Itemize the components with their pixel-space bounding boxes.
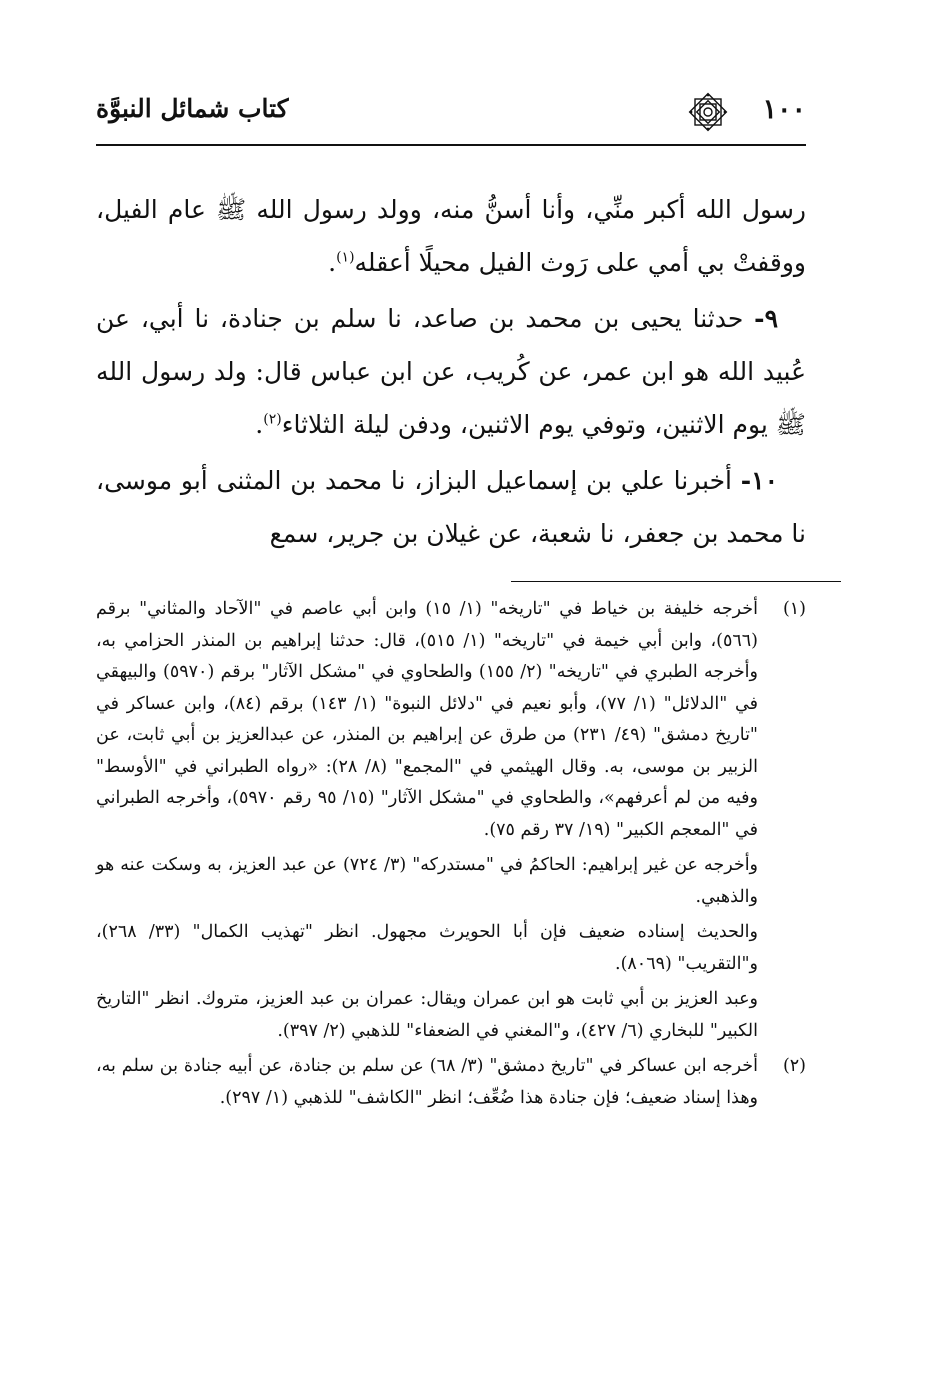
paragraph-tail: .: [255, 410, 264, 439]
paragraph-continuation: [96, 183, 806, 289]
footnote-paragraph: وأخرجه عن غير إبراهيم: الحاكمُ في "مستدركه" (٣/ ٧٢٤) عن عبد العزيز، به وسكت عنه هو والذهبي.: [96, 855, 759, 907]
hadith-number: ٩-: [754, 304, 778, 333]
footnote-paragraph: أخرجه خليفة بن خياط في "تاريخه" (١/ ١٥) وابن أبي عاصم في "الآحاد والمثاني" برقم (٥٦٦)، وابن أبي خيمة في "تاريخه" (١/ ٥١٥)، قال: حدثنا إبراهيم بن المنذر الحزامي به، وأخرجه الطبري في "تاريخه" (٢/ ١٥٥) والطحاوي في "مشكل الآثار" برقم (٥٩٧٠) والبيهقي في "الدلائل" (١/ ٧٧)، وأبو نعيم في "دلائل النبوة" (١/ ١٤٣) برقم (٨٤)، وابن عساكر في "تاريخ دمشق" (٤٩/ ٢٣١) من طرق عن إبراهيم بن المنذر، عن عبدالعزيز بن أبي ثابت، عن الزبير بن موسى، به. وقال الهيثمي في "المجمع" (٨/ ٢٨): «رواه الطبراني في "الأوسط" وفيه من لم أعرفهم»، والطحاوي في "مشكل الآثار" (١٥/ ٩٥ رقم ٥٩٧٠)، وأخرجه الطبراني في "المعجم الكبير" (١٩/ ٣٧ رقم ٧٥).: [96, 599, 758, 840]
hadith-paragraph-9: [96, 292, 806, 451]
header-rule: [96, 144, 806, 146]
paragraph-text: رسول الله أكبر منِّي، وأنا أسنُّ منه، وولد رسول الله ﷺ عام الفيل، ووقفتْ بي أمي على رَوث الفيل محيلًا أعقله: [96, 195, 806, 277]
footnote-marker: (١): [782, 599, 806, 619]
footnote-paragraph: والحديث إسناده ضعيف فإن أبا الحويرث مجهول. انظر "تهذيب الكمال" (٣٣/ ٢٦٨)، و"التقريب" (٨٠٦٩).: [96, 922, 758, 974]
octagonal-star-ornament-icon: [688, 92, 728, 132]
footnote-1: [96, 594, 806, 1047]
hadith-paragraph-10: [96, 454, 806, 560]
paragraph-text: حدثنا يحيى بن محمد بن صاعد، نا سلم بن جنادة، نا أبي، عن عُبيد الله هو ابن عمر، عن كُريب، عن ابن عباس قال: ولد رسول الله ﷺ يوم الاثنين، وتوفي يوم الاثنين، ودفن ليلة الثلاثاء: [96, 304, 806, 439]
footnote-ref: (١): [336, 249, 355, 266]
footnote-marker: (٢): [782, 1056, 806, 1076]
footnote-paragraph: أخرجه ابن عساكر في "تاريخ دمشق" (٣/ ٦٨) عن سلم بن جنادة، عن أبيه جنادة بن سلم به، وهذا إسناد ضعيف؛ فإن جنادة هذا ضُعِّف؛ انظر "الكاشف" للذهبي (١/ ٢٩٧).: [96, 1056, 758, 1108]
footnotes: [96, 594, 806, 1118]
main-text: [96, 183, 806, 563]
paragraph-text: أخبرنا علي بن إسماعيل البزاز، نا محمد بن المثنى أبو موسى، نا محمد بن جعفر، نا شعبة، عن غيلان بن جرير، سمع: [96, 466, 806, 548]
page-header: [96, 88, 806, 144]
hadith-number: ١٠-: [740, 466, 779, 495]
paragraph-tail: .: [328, 248, 337, 277]
running-title: كتاب شمائل النبوَّة: [96, 94, 289, 123]
page-number: ١٠٠: [762, 94, 806, 125]
footnote-separator: [511, 581, 841, 582]
footnote-ref: (٢): [263, 411, 282, 428]
footnote-paragraph: وعبد العزيز بن أبي ثابت هو ابن عمران ويقال: عمران بن عبد العزيز، متروك. انظر "التاريخ الكبير" للبخاري (٦/ ٤٢٧)، و"المغني في الضعفاء" للذهبي (٢/ ٣٩٧).: [96, 989, 758, 1041]
footnote-2: [96, 1051, 806, 1114]
